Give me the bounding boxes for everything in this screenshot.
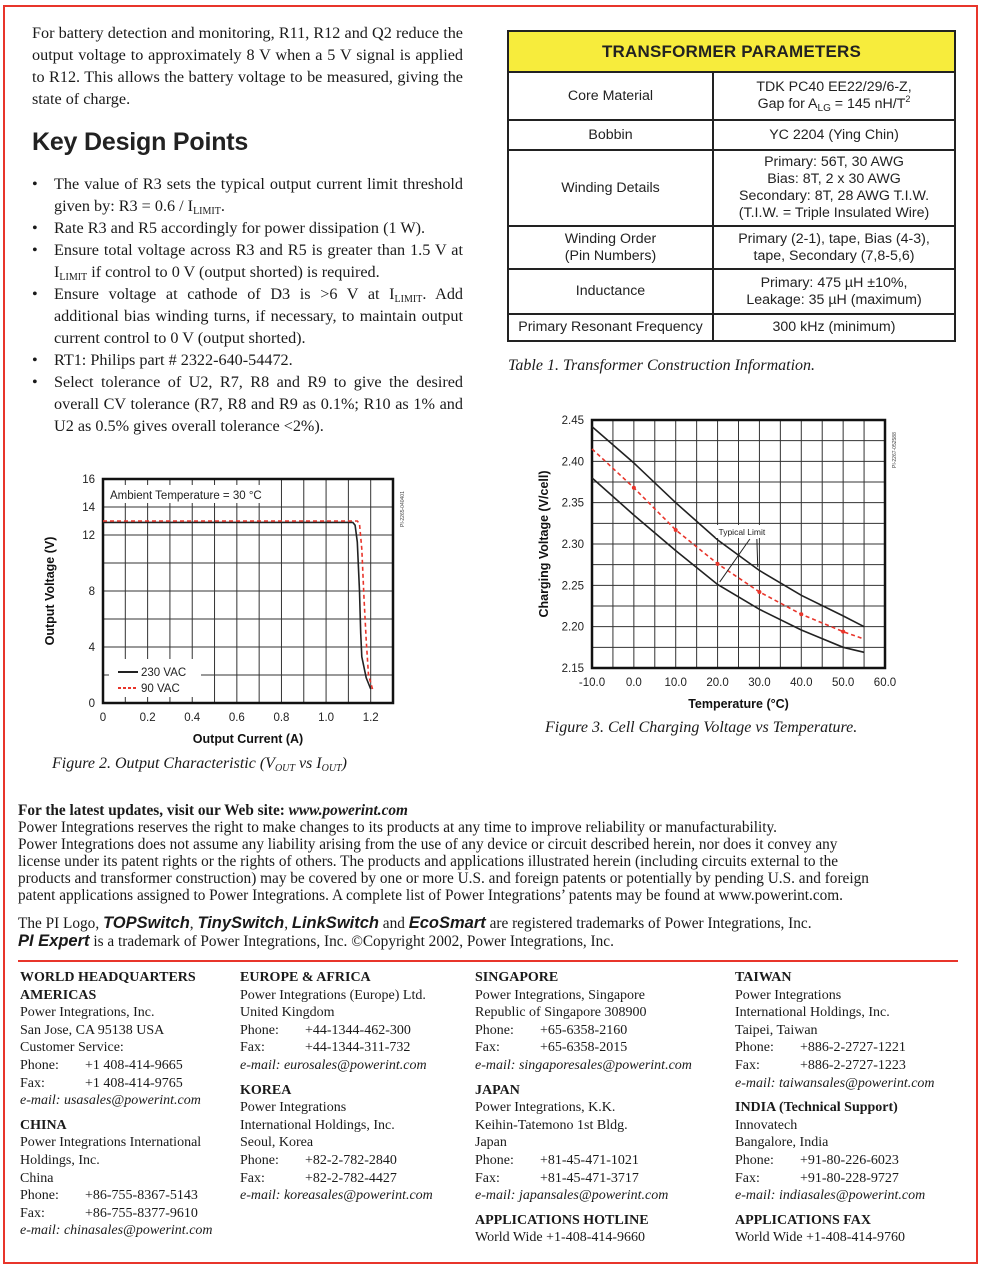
param-cell: Core Material bbox=[508, 72, 713, 120]
tm-text: , bbox=[189, 915, 198, 932]
email-link[interactable]: chinasales@powerint.com bbox=[63, 1223, 213, 1239]
email-link[interactable]: usasales@powerint.com bbox=[63, 1093, 201, 1109]
charging-voltage-chart bbox=[530, 405, 910, 715]
phone-label: Phone: bbox=[240, 1022, 279, 1038]
email-label: e-mail: bbox=[240, 1057, 284, 1073]
value-line: Primary: 475 µH ±10%, bbox=[760, 274, 908, 291]
value-line: Leakage: 35 µH (maximum) bbox=[746, 291, 922, 308]
footer-divider bbox=[18, 960, 958, 962]
fax-row bbox=[735, 1170, 965, 1188]
x-tick-label: 60.0 bbox=[873, 677, 897, 689]
disclaimer-line: license under its patent rights or the rights of others. The products and applications illustrated herein (including circuits external to the bbox=[18, 853, 839, 870]
data-marker bbox=[757, 590, 761, 594]
list-item bbox=[32, 283, 463, 349]
y-tick-label: 2.35 bbox=[561, 497, 584, 510]
subscript: OUT bbox=[321, 763, 342, 774]
annotation-ambient-temperature: Ambient Temperature = 30 °C bbox=[110, 490, 262, 502]
x-tick-label: 30.0 bbox=[748, 677, 771, 689]
office-heading: SINGAPORE bbox=[475, 970, 559, 985]
address-line: Bangalore, India bbox=[735, 1135, 829, 1151]
appfax-number: World Wide +1-408-414-9760 bbox=[735, 1230, 906, 1246]
phone-label: Phone: bbox=[475, 1152, 514, 1168]
disclaimer-line: products and transformer construction) may be covered by one or more U.S. and foreign patents or potentially by pending U.S. and foreign bbox=[18, 870, 869, 887]
phone-row bbox=[20, 1057, 235, 1075]
office-heading: KOREA bbox=[240, 1082, 292, 1098]
office-heading: EUROPE & AFRICA bbox=[240, 970, 371, 985]
updates-line bbox=[18, 802, 963, 819]
phone-number: +44-1344-462-300 bbox=[305, 1022, 411, 1038]
office-taiwan-india bbox=[735, 969, 965, 1247]
param-cell: Primary Resonant Frequency bbox=[508, 314, 713, 341]
value-cell bbox=[713, 72, 955, 120]
phone-row bbox=[240, 1022, 470, 1040]
bullet-text: The value of R3 sets the typical output current limit threshold given by: R3 = 0.6 / I bbox=[54, 175, 463, 215]
figure-id-label: PI-2265-040401 bbox=[400, 491, 406, 527]
legend-label: 230 VAC bbox=[141, 667, 187, 679]
value-cell: 300 kHz (minimum) bbox=[713, 314, 955, 341]
bullet-text: . Add additional bias winding turns, if necessary, to maintain output current control to 0 V (output shorted). bbox=[54, 285, 464, 347]
email-link[interactable]: indiasales@powerint.com bbox=[778, 1188, 926, 1204]
trademark-name: TinySwitch bbox=[197, 914, 285, 932]
y-tick-label: 14 bbox=[82, 502, 95, 514]
phone-row bbox=[20, 1187, 235, 1205]
param-line: Winding Order bbox=[564, 230, 657, 247]
param-cell: Inductance bbox=[508, 269, 713, 314]
value-line: tape, Secondary (7,8-5,6) bbox=[753, 247, 915, 264]
section-heading-key-design-points: Key Design Points bbox=[32, 128, 249, 156]
x-tick-label: 20.0 bbox=[706, 677, 729, 689]
email-row bbox=[240, 1057, 470, 1075]
x-tick-label: 0.2 bbox=[139, 712, 156, 724]
phone-row bbox=[735, 1039, 965, 1057]
figure-2-caption bbox=[52, 755, 347, 773]
figure-id-label: PI-2267-052588 bbox=[892, 432, 898, 468]
subscript: LIMIT bbox=[193, 206, 221, 217]
phone-row bbox=[475, 1152, 730, 1170]
fax-number: +1 408-414-9765 bbox=[85, 1075, 183, 1091]
table-caption: Table 1. Transformer Construction Information. bbox=[508, 357, 816, 374]
address-line: Innovatech bbox=[735, 1117, 798, 1133]
value-line: Primary (2-1), tape, Bias (4-3), bbox=[738, 230, 930, 247]
annotation-typical-limit: Typical Limit bbox=[718, 527, 766, 537]
design-points-list bbox=[32, 173, 463, 437]
fax-number: +81-45-471-3717 bbox=[540, 1170, 639, 1186]
value-cell bbox=[713, 269, 955, 314]
bullet-text: Select tolerance of U2, R7, R8 and R9 to give the desired overall CV tolerance (R7, R8 and R9 as 0.1%; R10 as 1% and U2 as 0.5% gives overall tolerance <2%). bbox=[54, 373, 463, 435]
office-heading: JAPAN bbox=[475, 1082, 520, 1098]
address-line: Power Integrations (Europe) Ltd. bbox=[240, 987, 426, 1003]
email-label: e-mail: bbox=[20, 1093, 64, 1109]
fax-row bbox=[240, 1039, 470, 1057]
phone-number: +81-45-471-1021 bbox=[540, 1152, 639, 1168]
subscript: OUT bbox=[274, 763, 295, 774]
intro-paragraph: For battery detection and monitoring, R11, R12 and Q2 reduce the output voltage to approximately 8 V when a 5 V signal is applied to R12. This allows the battery voltage to be measured, giving the state of charge. bbox=[32, 24, 463, 108]
x-tick-label: 0.0 bbox=[625, 677, 642, 689]
figure-3-caption: Figure 3. Cell Charging Voltage vs Temperature. bbox=[545, 719, 858, 736]
list-item bbox=[32, 173, 463, 217]
email-row bbox=[735, 1187, 965, 1205]
data-marker bbox=[674, 528, 678, 532]
fax-number: +82-2-782-4427 bbox=[305, 1170, 397, 1186]
table-row bbox=[508, 72, 955, 120]
fax-number: +91-80-228-9727 bbox=[800, 1170, 899, 1186]
office-heading: TAIWAN bbox=[735, 970, 792, 985]
email-row bbox=[475, 1187, 730, 1205]
subscript: LIMIT bbox=[59, 272, 88, 283]
list-item bbox=[32, 217, 463, 239]
param-line: (Pin Numbers) bbox=[564, 247, 657, 264]
fax-label: Fax: bbox=[20, 1075, 45, 1091]
email-row bbox=[20, 1222, 235, 1240]
office-heading: INDIA (Technical Support) bbox=[735, 1100, 898, 1116]
value-cell bbox=[713, 226, 955, 269]
trademark-name: EcoSmart bbox=[408, 914, 486, 932]
email-label: e-mail: bbox=[735, 1188, 779, 1204]
fax-label: Fax: bbox=[20, 1205, 45, 1221]
address-line: Japan bbox=[475, 1135, 507, 1151]
bullet-text: RT1: Philips part # 2322-640-54472. bbox=[54, 351, 293, 369]
x-tick-label: 1.0 bbox=[318, 712, 335, 724]
email-label: e-mail: bbox=[240, 1188, 284, 1204]
email-link[interactable]: japansales@powerint.com bbox=[518, 1188, 669, 1204]
trademark-name: PI Expert bbox=[18, 931, 90, 950]
caption-text: vs I bbox=[294, 755, 322, 772]
subscript: LG bbox=[817, 103, 831, 114]
fax-label: Fax: bbox=[240, 1040, 265, 1056]
y-tick-label: 4 bbox=[88, 642, 95, 654]
tm-text: are registered trademarks of Power Integrations, Inc. bbox=[485, 915, 812, 932]
phone-row bbox=[240, 1152, 470, 1170]
value-text: Gap for A bbox=[757, 96, 818, 112]
caption-text: Figure 2. Output Characteristic (V bbox=[52, 755, 275, 772]
address-line: International Holdings, Inc. bbox=[240, 1117, 395, 1133]
address-line: Customer Service: bbox=[20, 1040, 124, 1056]
disclaimer-block bbox=[18, 802, 963, 904]
x-tick-label: 0 bbox=[99, 712, 107, 724]
trademark-name: TOPSwitch bbox=[102, 914, 190, 932]
data-marker bbox=[841, 630, 845, 634]
email-row bbox=[475, 1057, 730, 1075]
fax-number: +44-1344-311-732 bbox=[305, 1040, 411, 1056]
address-line: Power Integrations bbox=[735, 987, 842, 1003]
email-label: e-mail: bbox=[475, 1057, 519, 1073]
address-line: United Kingdom bbox=[240, 1005, 335, 1021]
fax-number: +86-755-8377-9610 bbox=[85, 1205, 198, 1221]
y-tick-label: 8 bbox=[88, 586, 95, 598]
list-item bbox=[32, 371, 463, 437]
value-cell: YC 2204 (Ying Chin) bbox=[713, 120, 955, 150]
address-line: Power Integrations, Inc. bbox=[20, 1005, 155, 1021]
phone-number: +65-6358-2160 bbox=[540, 1022, 628, 1038]
data-marker bbox=[632, 486, 636, 490]
y-tick-label: 2.45 bbox=[561, 415, 584, 427]
phone-label: Phone: bbox=[735, 1152, 774, 1168]
param-cell: Bobbin bbox=[508, 120, 713, 150]
y-tick-label: 16 bbox=[82, 474, 95, 486]
table-row bbox=[508, 314, 955, 341]
address-line: Keihin-Tatemono 1st Bldg. bbox=[475, 1117, 628, 1133]
x-tick-label: 50.0 bbox=[831, 677, 855, 689]
value-line: (T.I.W. = Triple Insulated Wire) bbox=[738, 205, 930, 221]
office-world-hq bbox=[20, 969, 235, 1240]
superscript: 2 bbox=[905, 94, 911, 104]
trademark-name: LinkSwitch bbox=[291, 914, 379, 932]
y-axis-label: Charging Voltage (V/cell) bbox=[537, 470, 551, 618]
hotline-number: World Wide +1-408-414-9660 bbox=[475, 1230, 646, 1246]
data-marker bbox=[799, 612, 803, 616]
transformer-parameters-table bbox=[507, 30, 956, 342]
address-line: Power Integrations bbox=[240, 1100, 347, 1116]
x-tick-label: 0.4 bbox=[184, 712, 201, 724]
x-axis-label: Temperature (°C) bbox=[688, 697, 789, 711]
y-tick-label: 2.15 bbox=[561, 663, 584, 675]
office-heading: APPLICATIONS HOTLINE bbox=[475, 1212, 649, 1228]
address-line: Republic of Singapore 308900 bbox=[475, 1005, 647, 1021]
disclaimer-line: Power Integrations does not assume any liability arising from the use of any device or circuit described herein, nor does it convey any bbox=[18, 836, 838, 853]
phone-label: Phone: bbox=[475, 1022, 514, 1038]
address-line: Holdings, Inc. bbox=[20, 1152, 100, 1168]
email-row bbox=[240, 1187, 470, 1205]
office-heading: CHINA bbox=[20, 1117, 67, 1133]
fax-row bbox=[475, 1039, 730, 1057]
office-europe-korea bbox=[240, 969, 470, 1205]
data-marker bbox=[716, 562, 720, 566]
y-tick-label: 2.25 bbox=[561, 580, 584, 593]
phone-number: +91-80-226-6023 bbox=[800, 1152, 899, 1168]
table-row bbox=[508, 120, 955, 150]
tm-text: and bbox=[378, 915, 409, 932]
address-line: China bbox=[20, 1170, 54, 1186]
fax-row bbox=[20, 1075, 235, 1093]
phone-number: +82-2-782-2840 bbox=[305, 1152, 397, 1168]
value-line: TDK PC40 EE22/29/6-Z, bbox=[756, 79, 912, 95]
param-cell: Winding Details bbox=[508, 150, 713, 226]
y-tick-label: 2.30 bbox=[561, 539, 584, 551]
subscript: LIMIT bbox=[394, 294, 423, 305]
address-line: Power Integrations, Singapore bbox=[475, 987, 645, 1003]
tm-text: , bbox=[284, 915, 292, 932]
fax-row bbox=[735, 1057, 965, 1075]
y-tick-label: 0 bbox=[88, 698, 95, 710]
phone-number: +86-755-8367-5143 bbox=[85, 1188, 198, 1204]
email-row bbox=[735, 1075, 965, 1093]
tm-text: is a trademark of Power Integrations, Inc. ©Copyright 2002, Power Integrations, Inc. bbox=[89, 932, 614, 950]
table-header: TRANSFORMER PARAMETERS bbox=[508, 31, 955, 72]
email-label: e-mail: bbox=[20, 1223, 64, 1239]
value-line: Bias: 8T, 2 x 30 AWG bbox=[767, 171, 901, 187]
phone-label: Phone: bbox=[20, 1057, 59, 1073]
address-line: Power Integrations International bbox=[20, 1135, 202, 1151]
address-line: Power Integrations, K.K. bbox=[475, 1100, 616, 1116]
table-row bbox=[508, 150, 955, 226]
x-tick-label: 40.0 bbox=[790, 677, 813, 689]
phone-row bbox=[475, 1022, 730, 1040]
fax-label: Fax: bbox=[735, 1170, 760, 1186]
bullet-text: Ensure voltage at cathode of D3 is >6 V at I bbox=[54, 285, 395, 303]
y-tick-label: 2.20 bbox=[561, 621, 584, 634]
tm-text: The PI Logo, bbox=[18, 915, 103, 932]
trademark-line bbox=[18, 933, 963, 951]
fax-label: Fax: bbox=[475, 1170, 500, 1186]
phone-row bbox=[735, 1152, 965, 1170]
x-tick-label: 1.2 bbox=[362, 712, 379, 724]
bullet-text: Ensure total voltage across R3 and R5 is greater than 1.5 V at I bbox=[54, 241, 463, 281]
value-cell bbox=[713, 150, 955, 226]
phone-label: Phone: bbox=[240, 1152, 279, 1168]
x-axis-label: Output Current (A) bbox=[192, 732, 304, 746]
fax-row bbox=[20, 1205, 235, 1223]
y-tick-label: 2.40 bbox=[561, 456, 584, 469]
email-row bbox=[20, 1092, 235, 1110]
bullet-text: . bbox=[220, 197, 225, 215]
bullet-text: Rate R3 and R5 accordingly for power dissipation (1 W). bbox=[54, 219, 426, 237]
address-line: International Holdings, Inc. bbox=[735, 1005, 890, 1021]
fax-label: Fax: bbox=[240, 1170, 265, 1186]
phone-label: Phone: bbox=[20, 1188, 59, 1204]
address-line: San Jose, CA 95138 USA bbox=[20, 1022, 165, 1038]
x-tick-label: 0.6 bbox=[228, 712, 245, 724]
list-item bbox=[32, 239, 463, 283]
y-axis-label: Output Voltage (V) bbox=[43, 536, 57, 646]
y-tick-label: 12 bbox=[82, 530, 95, 542]
x-tick-label: 0.8 bbox=[273, 712, 290, 724]
email-link[interactable]: koreasales@powerint.com bbox=[283, 1188, 433, 1204]
fax-number: +886-2-2727-1223 bbox=[800, 1057, 906, 1073]
email-link[interactable]: eurosales@powerint.com bbox=[283, 1057, 427, 1073]
caption-text: ) bbox=[341, 755, 347, 772]
param-cell bbox=[508, 226, 713, 269]
phone-number: +886-2-2727-1221 bbox=[800, 1040, 906, 1056]
fax-label: Fax: bbox=[475, 1040, 500, 1056]
value-line bbox=[717, 96, 951, 113]
trademark-line bbox=[18, 915, 963, 933]
fax-row bbox=[475, 1170, 730, 1188]
office-singapore-japan bbox=[475, 969, 730, 1247]
email-label: e-mail: bbox=[475, 1188, 519, 1204]
trademark-block bbox=[18, 915, 963, 950]
x-tick-label: 10.0 bbox=[664, 677, 687, 689]
table-row bbox=[508, 226, 955, 269]
value-line: Primary: 56T, 30 AWG bbox=[764, 154, 904, 170]
office-heading: AMERICAS bbox=[20, 987, 97, 1003]
phone-number: +1 408-414-9665 bbox=[85, 1057, 183, 1073]
email-label: e-mail: bbox=[735, 1075, 779, 1091]
disclaimer-line: patent applications assigned to Power Integrations. A complete list of Power Integrations’ patents may be found at www.powerint.com. bbox=[18, 887, 843, 904]
output-characteristic-chart bbox=[30, 465, 420, 746]
email-link[interactable]: taiwansales@powerint.com bbox=[778, 1075, 935, 1091]
address-line: Taipei, Taiwan bbox=[735, 1022, 818, 1038]
table-row bbox=[508, 269, 955, 314]
email-link[interactable]: singaporesales@powerint.com bbox=[518, 1057, 692, 1073]
fax-row bbox=[240, 1170, 470, 1188]
website-link[interactable]: www.powerint.com bbox=[288, 802, 408, 819]
value-text: = 145 nH/T bbox=[830, 96, 906, 112]
list-item bbox=[32, 349, 463, 371]
disclaimer-line: Power Integrations reserves the right to make changes to its products at any time to improve reliability or manufacturability. bbox=[18, 819, 777, 836]
fax-label: Fax: bbox=[735, 1057, 760, 1073]
fax-number: +65-6358-2015 bbox=[540, 1040, 628, 1056]
annotation-arrow bbox=[757, 539, 758, 567]
office-heading: APPLICATIONS FAX bbox=[735, 1212, 871, 1228]
bullet-text: if control to 0 V (output shorted) is required. bbox=[87, 263, 380, 281]
value-line: Secondary: 8T, 28 AWG T.I.W. bbox=[738, 188, 930, 204]
updates-lead: For the latest updates, visit our Web site: bbox=[18, 802, 289, 819]
address-line: Seoul, Korea bbox=[240, 1135, 314, 1151]
office-heading: WORLD HEADQUARTERS bbox=[20, 970, 196, 985]
phone-label: Phone: bbox=[735, 1040, 774, 1056]
x-tick-label: -10.0 bbox=[578, 677, 606, 689]
legend-label: 90 VAC bbox=[141, 683, 180, 695]
